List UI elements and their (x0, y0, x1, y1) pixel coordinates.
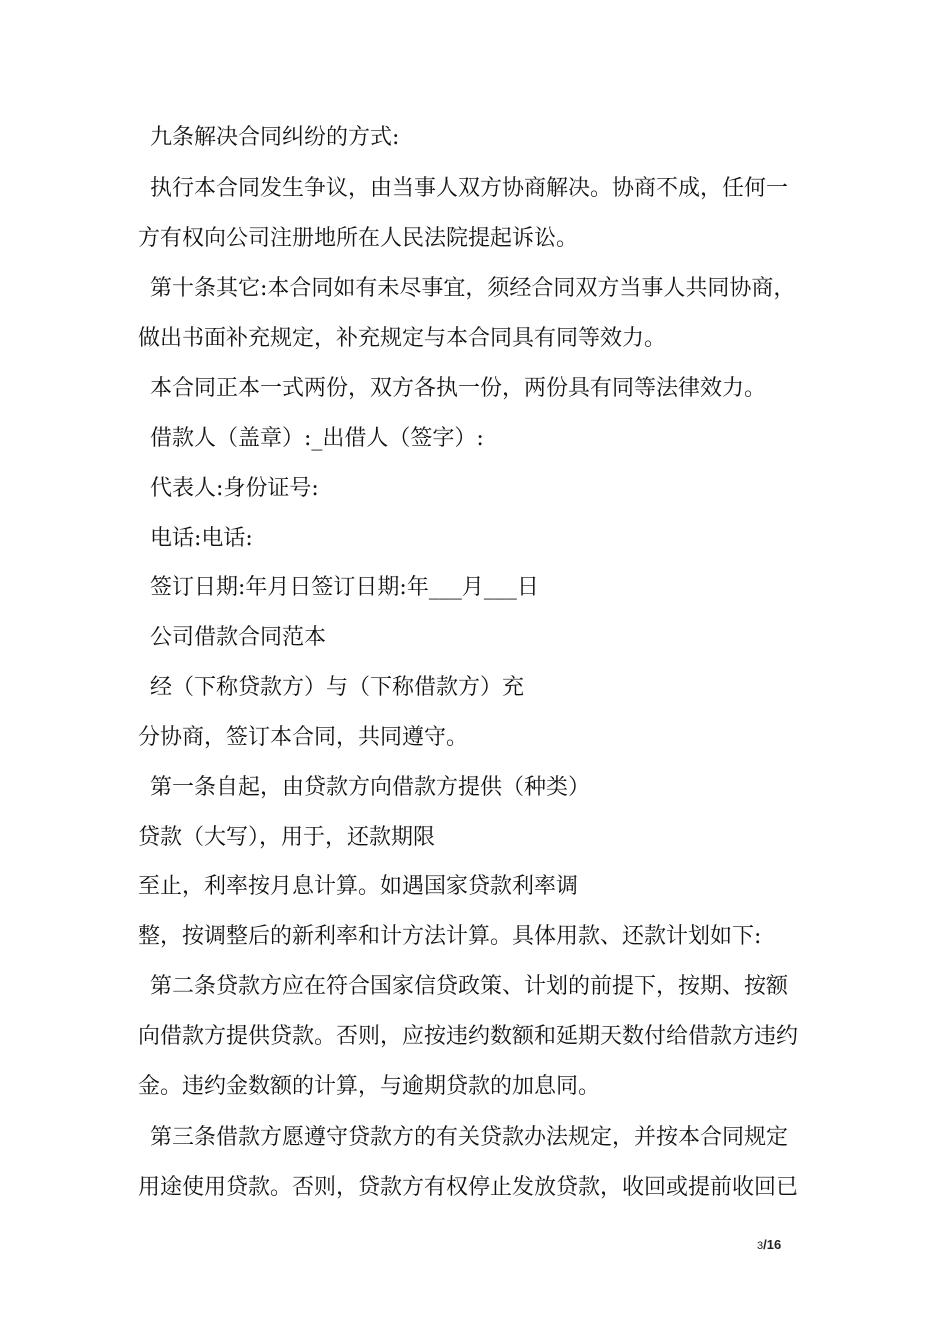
paragraph-line: 第二条贷款方应在符合国家信贷政策、计划的前提下，按期、按额 (150, 974, 789, 999)
paragraph-line: 整，按调整后的新利率和计方法计算。具体用款、还款计划如下: (138, 924, 762, 949)
paragraph-line: 第一条自起，由贷款方向借款方提供（种类） (150, 775, 591, 800)
paragraph-line: 至止，利率按月息计算。如遇国家贷款利率调 (138, 874, 579, 899)
signature-line: 代表人:身份证号: (150, 476, 319, 501)
page-number-current: 3 (757, 1240, 764, 1252)
page-number-total: /16 (763, 1237, 782, 1252)
signature-line: 借款人（盖章）:_出借人（签字）: (150, 426, 484, 451)
section-title: 公司借款合同范本 (150, 625, 327, 650)
paragraph-line: 执行本合同发生争议，由当事人双方协商解决。协商不成，任何一 (150, 176, 789, 201)
paragraph-line: 九条解决合同纠纷的方式: (150, 125, 400, 150)
signature-line: 签订日期:年月日签订日期:年___月___日 (150, 575, 539, 600)
paragraph-line: 方有权向公司注册地所在人民法院提起诉讼。 (138, 226, 579, 251)
paragraph-line: 用途使用贷款。否则，贷款方有权停止发放贷款，收回或提前收回已 (138, 1175, 799, 1200)
signature-line: 电话:电话: (150, 526, 253, 551)
paragraph-line: 第三条借款方愿遵守贷款方的有关贷款办法规定，并按本合同规定 (150, 1125, 789, 1150)
paragraph-line: 贷款（大写），用于，还款期限 (138, 825, 436, 850)
paragraph-line: 经（下称贷款方）与（下称借款方）充 (150, 675, 525, 700)
paragraph-line: 本合同正本一式两份，双方各执一份，两份具有同等法律效力。 (150, 376, 767, 401)
paragraph-line: 分协商，签订本合同，共同遵守。 (138, 725, 469, 750)
paragraph-line: 第十条其它:本合同如有未尽事宜，须经合同双方当事人共同协商， (150, 276, 796, 301)
paragraph-line: 做出书面补充规定，补充规定与本合同具有同等效力。 (138, 326, 667, 351)
paragraph-line: 金。违约金数额的计算，与逾期贷款的加息同。 (138, 1074, 601, 1099)
paragraph-line: 向借款方提供贷款。否则，应按违约数额和延期天数付给借款方违约 (138, 1024, 799, 1049)
page-number (757, 1237, 781, 1252)
